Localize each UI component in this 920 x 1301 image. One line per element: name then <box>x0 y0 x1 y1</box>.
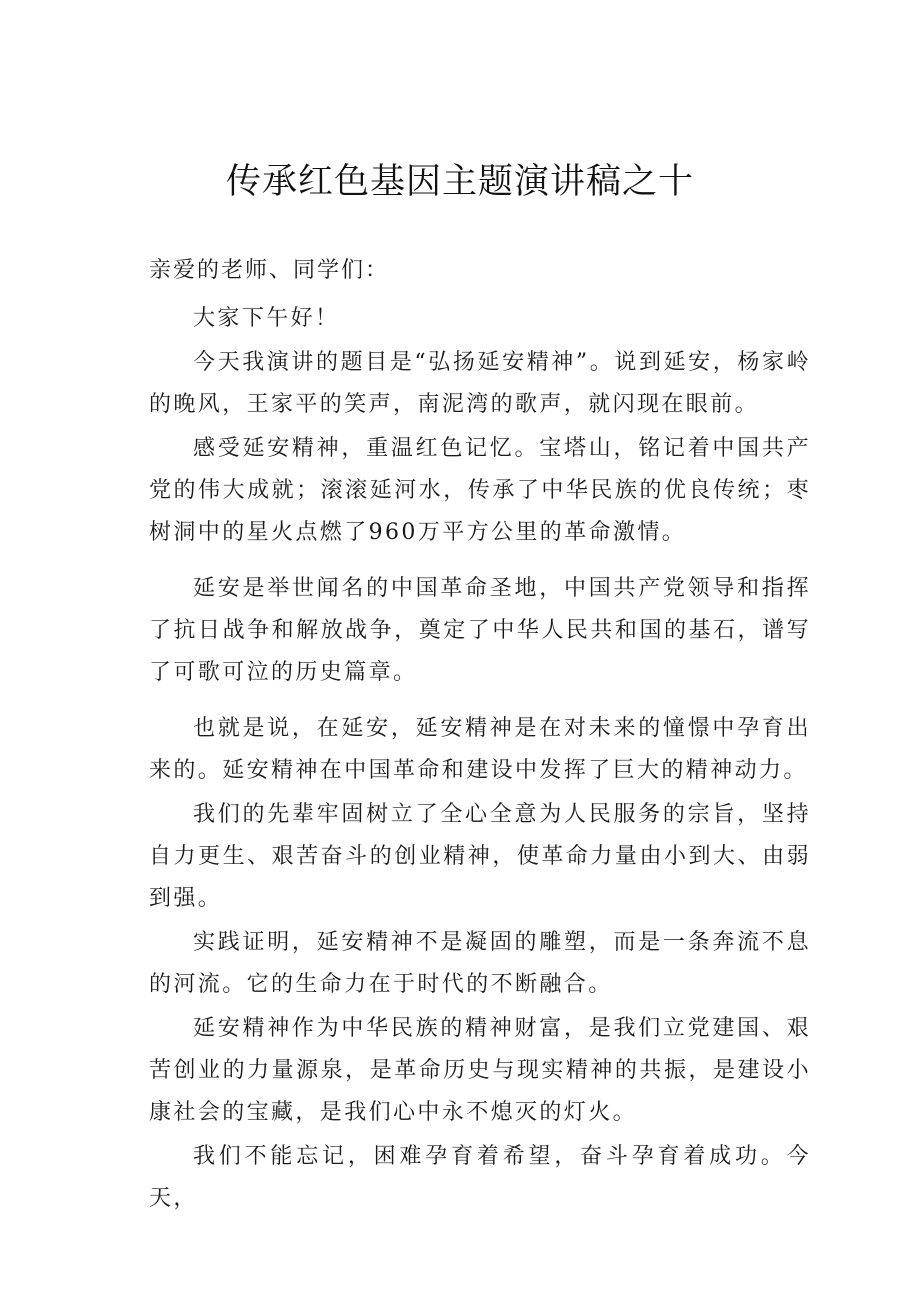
paragraph-predecessors: 我们的先辈牢固树立了全心全意为人民服务的宗旨，坚持自力更生、艰苦奋斗的创业精神，使革命力量由小到大、由弱到强。 <box>149 802 811 911</box>
salutation: 亲爱的老师、同学们： <box>149 258 390 283</box>
paragraph-yanan: 延安是举世闻名的中国革命圣地，中国共产党领导和指挥了抗日战争和解放战争，奠定了中华人民共和国的基石，谱写了可歌可泣的历史篇章。 <box>149 576 811 685</box>
paragraph-wealth: 延安精神作为中华民族的精神财富，是我们立党建国、艰苦创业的力量源泉，是革命历史与现实精神的共振，是建设小康社会的宝藏，是我们心中永不熄灭的灯火。 <box>149 1016 811 1125</box>
paragraph-topic: 今天我演讲的题目是“弘扬延安精神”。说到延安，杨家岭的晚风，王家平的笑声，南泥湾的歌声，就闪现在眼前。 <box>149 350 811 417</box>
paragraph-greeting: 大家下午好！ <box>193 306 340 331</box>
paragraph-spirit: 也就是说，在延安，延安精神是在对未来的憧憬中孕育出来的。延安精神在中国革命和建设中发挥了巨大的精神动力。 <box>149 716 811 783</box>
paragraph-closing: 我们不能忘记，困难孕育着希望，奋斗孕育着成功。今天， <box>149 1144 811 1211</box>
paragraph-practice: 实践证明，延安精神不是凝固的雕塑，而是一条奔流不息的河流。它的生命力在于时代的不断融合。 <box>149 930 811 997</box>
paragraph-memory: 感受延安精神，重温红色记忆。宝塔山，铭记着中国共产党的伟大成就；滚滚延河水，传承了中华民族的优良传统；枣树洞中的星火点燃了960万平方公里的革命激情。 <box>149 436 811 545</box>
document-body <box>149 254 811 1220</box>
document-title: 传承红色基因主题演讲稿之十 <box>225 162 694 202</box>
